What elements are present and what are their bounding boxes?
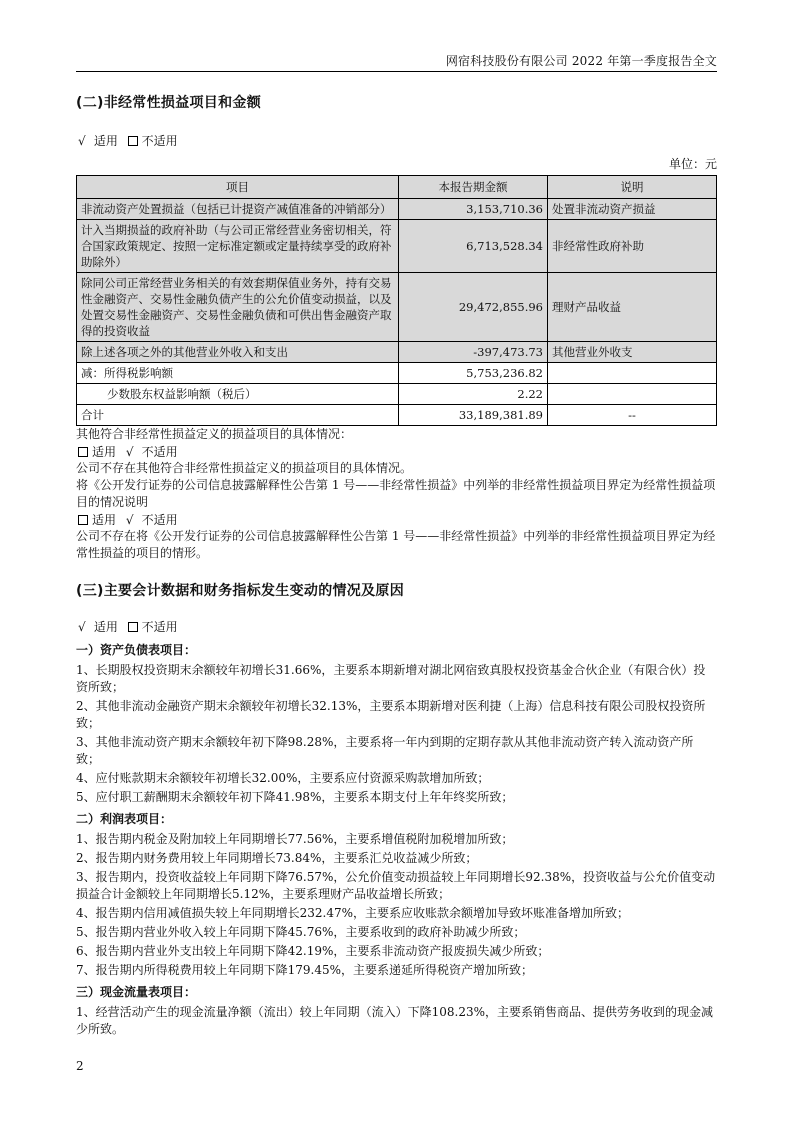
other-items-text: 公司不存在其他符合非经常性损益定义的损益项目的具体情况。	[76, 461, 413, 475]
list-item: 5、应付职工薪酬期末余额较年初下降41.98%，主要系本期支付上年年终奖所致；	[76, 790, 514, 804]
page-number: 2	[76, 1059, 84, 1073]
table-header-note: 说明	[548, 176, 717, 199]
table-row: 计入当期损益的政府补助（与公司正常经营业务密切相关，符合国家政策规定、按照一定标准定额或定量持续享受的政府补助除外） 6,713,528.34 非经常性政府补助	[77, 220, 717, 273]
table-header-item: 项目	[77, 176, 399, 199]
list-item: 1、报告期内税金及附加较上年同期增长77.56%，主要系增值税附加税增加所致；	[76, 832, 514, 846]
applicability-row: 适用 √ 不适用	[76, 443, 717, 460]
list-item: 4、报告期内信用减值损失较上年同期增长232.47%，主要系应收账款余额增加导致坏账准备增加所致；	[76, 906, 630, 920]
document-header: 网宿科技股份有限公司 2022 年第一季度报告全文	[445, 54, 717, 68]
list-item: 6、报告期内营业外支出较上年同期下降42.19%，主要系非流动资产报废损失减少所致；	[76, 944, 550, 958]
applicability-row: √ 适用 不适用	[78, 620, 178, 634]
balance-sheet-title: 一）资产负债表项目：	[76, 643, 197, 657]
income-statement-title: 二）利润表项目：	[76, 812, 173, 826]
list-item: 7、报告期内所得税费用较上年同期下降179.45%，主要系递延所得税资产增加所致；	[76, 963, 534, 977]
pub1-text: 公司不存在将《公开发行证券的公司信息披露解释性公告第 1 号——非经常性损益》中列举的非经常性损益项目界定为经常性损益的项目的情形。	[76, 529, 716, 560]
pub1-label: 将《公开发行证券的公司信息披露解释性公告第 1 号——非经常性损益》中列举的非经常性损益项目界定为经常性损益项目的情况说明	[76, 478, 716, 509]
balance-sheet-list	[76, 662, 717, 806]
list-item: 4、应付账款期末余额较年初增长32.00%，主要系应付资源采购款增加所致；	[76, 771, 490, 785]
checkmark-icon: √	[125, 445, 134, 459]
checkbox-icon	[128, 622, 138, 632]
income-statement-list	[76, 831, 717, 979]
non-recurring-table	[76, 175, 717, 426]
table-row: 减：所得税影响额 5,753,236.82	[77, 363, 717, 384]
page-content	[76, 92, 717, 1040]
section-title-non-recurring: (二)非经常性损益项目和金额	[76, 95, 261, 111]
checkmark-icon: √	[125, 513, 134, 527]
section-title-changes: (三)主要会计数据和财务指标发生变动的情况及原因	[76, 583, 404, 599]
list-item: 1、经营活动产生的现金流量净额（流出）较上年同期（流入）下降108.23%，主要系销售商品、提供劳务收到的现金减少所致。	[76, 1005, 714, 1036]
unit-label: 单位：元	[668, 157, 717, 171]
list-item: 1、长期股权投资期末余额较年初增长31.66%，主要系本期新增对湖北网宿致真股权投资基金合伙企业（有限合伙）投资所致；	[76, 663, 706, 694]
checkmark-icon: √	[78, 134, 86, 148]
checkbox-icon	[78, 447, 88, 457]
table-row: 非流动资产处置损益（包括已计提资产减值准备的冲销部分） 3,153,710.36 处置非流动资产损益	[77, 199, 717, 220]
table-header-amount: 本报告期金额	[399, 176, 548, 199]
list-item: 3、其他非流动资产期末余额较年初下降98.28%，主要系将一年内到期的定期存款从其他非流动资产转入流动资产所致；	[76, 735, 694, 766]
applicability-row: √ 适用 不适用	[78, 134, 178, 148]
applicability-row: 适用 √ 不适用	[76, 511, 717, 528]
table-row-total: 合计 33,189,381.89 --	[77, 405, 717, 426]
other-items-label: 其他符合非经常性损益定义的损益项目的具体情况：	[76, 427, 353, 441]
checkbox-icon	[128, 136, 138, 146]
table-row: 除同公司正常经营业务相关的有效套期保值业务外，持有交易性金融资产、交易性金融负债产生的公允价值变动损益，以及处置交易性金融资产、交易性金融负债和可供出售金融资产取得的投资收益 29,472,855.96 理财产品收益	[77, 273, 717, 342]
header-rule	[76, 71, 717, 72]
table-row: 少数股东权益影响额（税后） 2.22	[77, 384, 717, 405]
list-item: 5、报告期内营业外收入较上年同期下降45.76%，主要系收到的政府补助减少所致；	[76, 925, 526, 939]
checkbox-icon	[78, 515, 88, 525]
checkmark-icon: √	[78, 620, 86, 634]
cash-flow-title: 三）现金流量表项目：	[76, 985, 197, 999]
list-item: 2、报告期内财务费用较上年同期增长73.84%，主要系汇兑收益减少所致；	[76, 851, 478, 865]
list-item: 2、其他非流动金融资产期末余额较年初增长32.13%，主要系本期新增对医利捷（上海）信息科技有限公司股权投资所致；	[76, 699, 706, 730]
cash-flow-list	[76, 1004, 717, 1038]
list-item: 3、报告期内，投资收益较上年同期下降76.57%，公允价值变动损益较上年同期增长92.38%，投资收益与公允价值变动损益合计金额较上年同期增长5.12%，主要系理财产品收益增长所致；	[76, 870, 716, 901]
table-row: 除上述各项之外的其他营业外收入和支出 -397,473.73 其他营业外收支	[77, 342, 717, 363]
